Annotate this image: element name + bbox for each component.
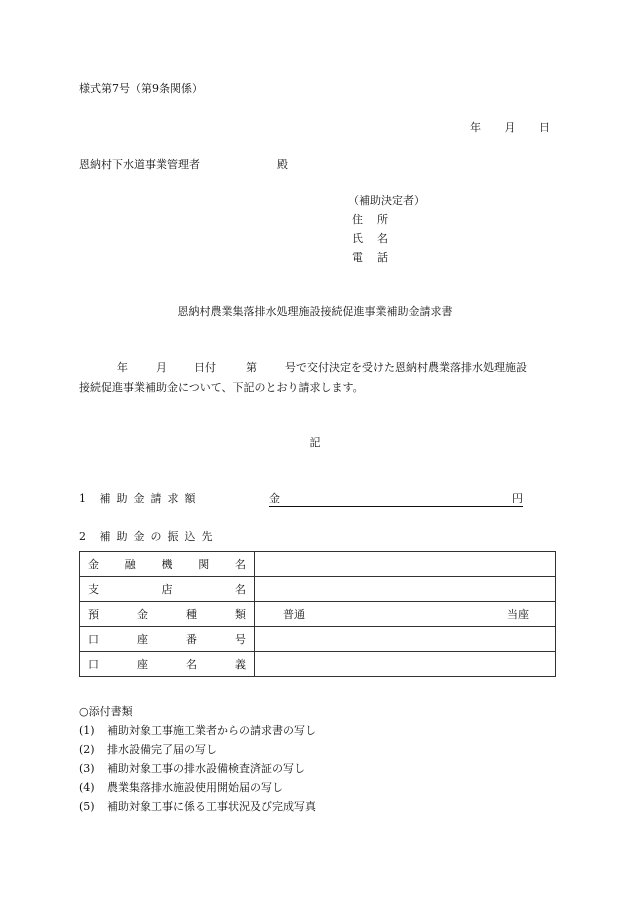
- bank-name-value[interactable]: [255, 552, 556, 577]
- branch-label: 支店名: [88, 583, 246, 596]
- body-line1-rest: 号で交付決定を受けた恩納村農業落排水処理施設: [285, 361, 527, 374]
- section-request-amount: [79, 490, 523, 506]
- attachment-text: 補助対象工事の排水設備検査済証の写し: [107, 762, 305, 775]
- attachment-text: 排水設備完了届の写し: [107, 743, 217, 756]
- deposit-type-label: 預金種類: [88, 608, 246, 621]
- addressee-honorific: 殿: [277, 158, 288, 171]
- attachment-number: (4): [79, 781, 95, 794]
- section2-number: 2: [79, 530, 86, 543]
- date-day: 日: [539, 121, 550, 134]
- account-holder-label: 口座名義: [88, 658, 246, 671]
- section2-label: 補助金の振込先: [99, 530, 219, 543]
- body-month: 月: [156, 361, 167, 374]
- attachment-number: (1): [79, 724, 95, 737]
- branch-value[interactable]: [255, 577, 556, 602]
- attachment-number: (2): [79, 743, 95, 756]
- applicant-phone-label: 電話: [352, 251, 388, 264]
- list-item: [79, 740, 316, 759]
- body-number-prefix: 第: [246, 361, 257, 374]
- table-row: [80, 577, 556, 602]
- list-item: [79, 797, 316, 816]
- attachment-text: 補助対象工事に係る工事状況及び完成写真: [107, 800, 316, 813]
- account-type-current[interactable]: 当座: [507, 608, 529, 621]
- applicant-heading: （補助決定者）: [348, 194, 425, 207]
- amount-suffix: 円: [512, 492, 523, 505]
- account-holder-value[interactable]: [255, 652, 556, 677]
- amount-field[interactable]: [269, 490, 523, 507]
- bank-name-label: 金融機関名: [88, 558, 246, 571]
- addressee: [79, 156, 288, 172]
- request-body: [79, 358, 557, 398]
- addressee-name: 恩納村下水道事業管理者: [79, 158, 200, 171]
- date-month: 月: [504, 121, 516, 134]
- list-item: [79, 721, 316, 740]
- account-type-ordinary[interactable]: 普通: [283, 608, 305, 621]
- account-number-value[interactable]: [255, 627, 556, 652]
- attachments-list: [79, 702, 316, 816]
- body-line2: 接続促進事業補助金について、下記のとおり請求します。: [79, 381, 364, 394]
- applicant-address-label: 住所: [352, 213, 388, 226]
- form-number: 様式第7号（第9条関係）: [79, 82, 203, 95]
- attachment-number: (3): [79, 762, 95, 775]
- applicant-name-label: 氏名: [352, 232, 388, 245]
- list-item: [79, 778, 316, 797]
- amount-prefix: 金: [269, 492, 280, 505]
- document-title: 恩納村農業集落排水処理施設接続促進事業補助金請求書: [177, 305, 453, 318]
- attachments-heading: ○添付書類: [79, 705, 133, 718]
- attachment-number: (5): [79, 800, 95, 813]
- account-number-label: 口座番号: [88, 633, 246, 646]
- table-row: [80, 552, 556, 577]
- list-item: [79, 759, 316, 778]
- section1-number: 1: [79, 492, 86, 505]
- attachment-text: 補助対象工事施工業者からの請求書の写し: [107, 724, 316, 737]
- body-year: 年: [117, 361, 128, 374]
- section1-label: 補助金請求額: [99, 492, 202, 505]
- applicant-block: [348, 191, 425, 267]
- section-bank-transfer: [79, 528, 219, 544]
- ki-heading: 記: [309, 436, 321, 449]
- table-row: [80, 627, 556, 652]
- date-year: 年: [470, 121, 481, 134]
- attachment-text: 農業集落排水施設使用開始届の写し: [107, 781, 283, 794]
- table-row: [80, 652, 556, 677]
- body-date-suffix: 日付: [194, 361, 216, 374]
- deposit-type-value[interactable]: [255, 602, 556, 627]
- date-line: [470, 119, 550, 135]
- table-row: [80, 602, 556, 627]
- bank-table: [79, 551, 556, 677]
